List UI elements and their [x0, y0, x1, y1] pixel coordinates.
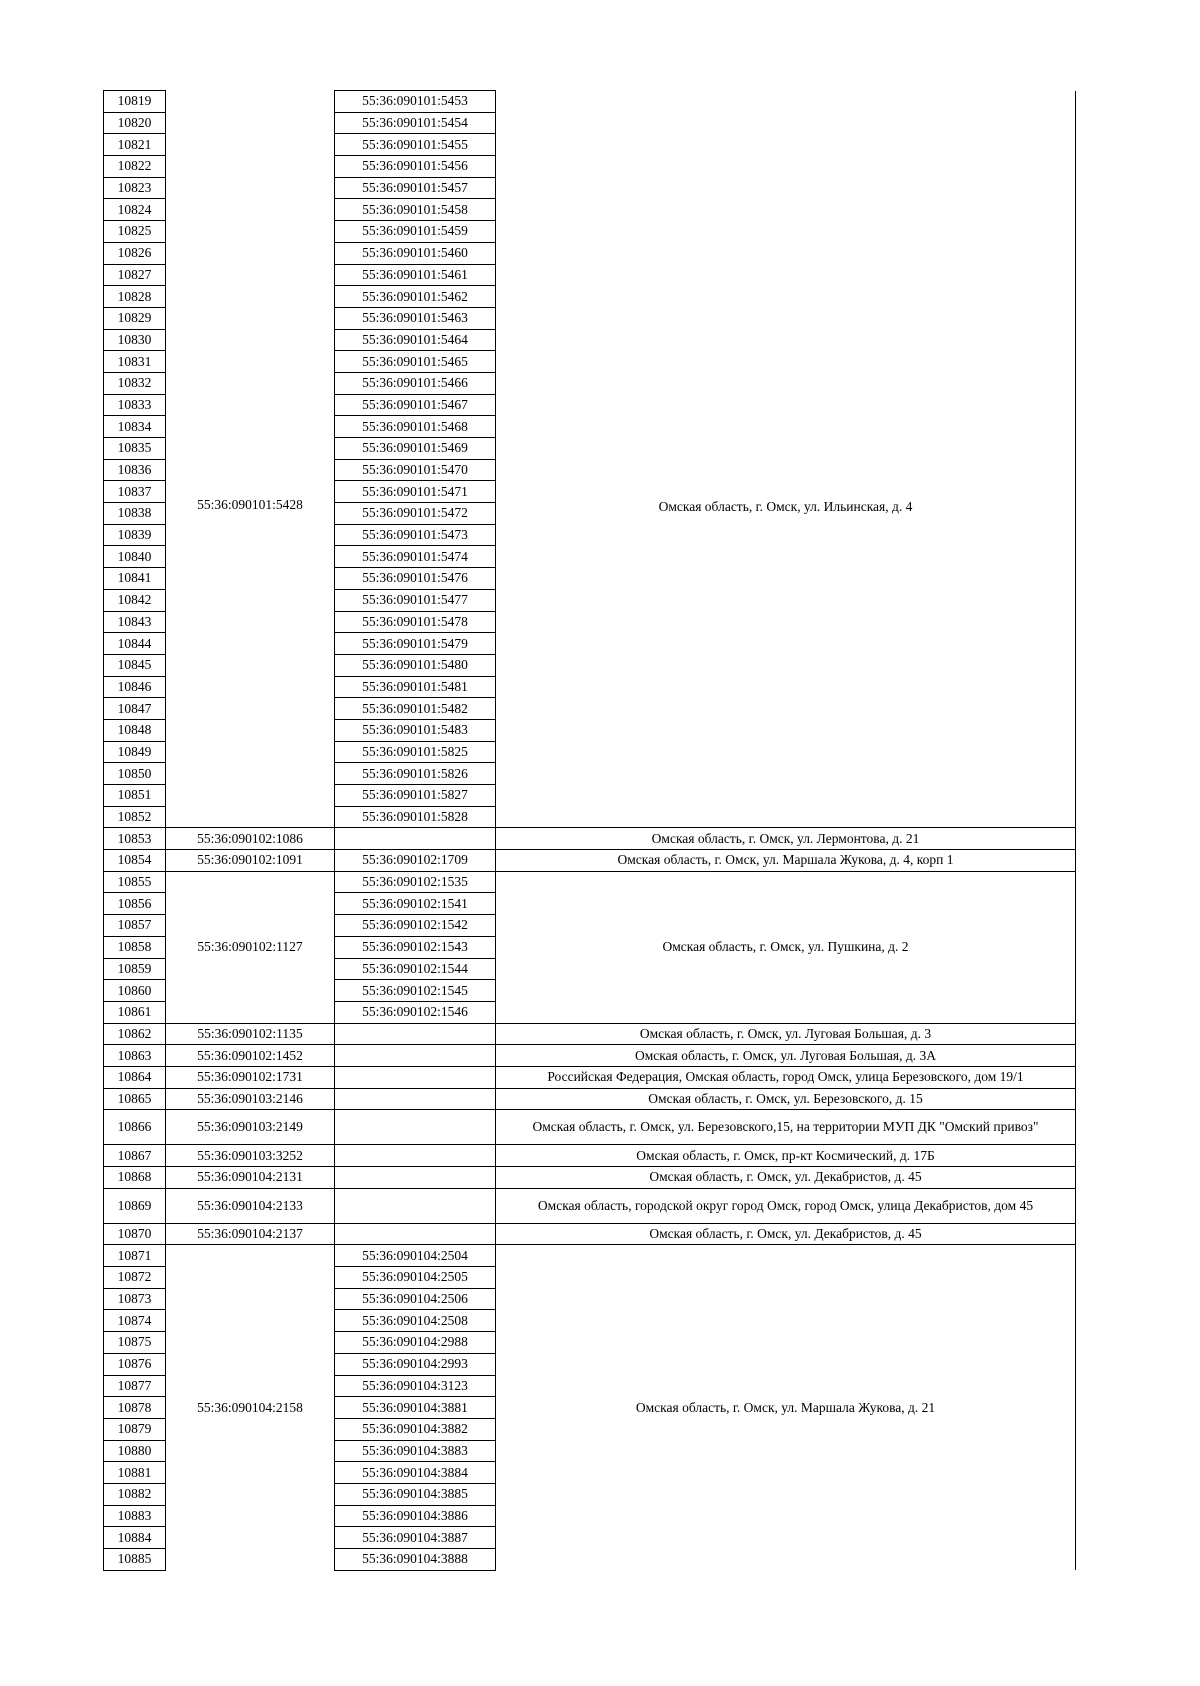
- sub-object-cadastral-cell: 55:36:090104:2504: [335, 1245, 496, 1267]
- sub-object-cadastral-cell: 55:36:090101:5465: [335, 351, 496, 373]
- sub-object-cadastral-cell: 55:36:090101:5828: [335, 806, 496, 828]
- sub-object-cadastral-cell: 55:36:090101:5826: [335, 763, 496, 785]
- sub-object-cadastral-cell: 55:36:090101:5466: [335, 372, 496, 394]
- sub-object-cadastral-cell: [335, 1167, 496, 1189]
- sub-object-cadastral-cell: 55:36:090104:3884: [335, 1462, 496, 1484]
- sub-object-cadastral-cell: 55:36:090101:5478: [335, 611, 496, 633]
- sub-object-cadastral-cell: 55:36:090102:1542: [335, 915, 496, 937]
- row-number-cell: 10844: [104, 633, 166, 655]
- sub-object-cadastral-cell: 55:36:090104:3888: [335, 1549, 496, 1571]
- sub-object-cadastral-cell: 55:36:090104:2505: [335, 1267, 496, 1289]
- row-number-cell: 10875: [104, 1332, 166, 1354]
- row-number-cell: 10877: [104, 1375, 166, 1397]
- row-number-cell: 10824: [104, 199, 166, 221]
- row-number-cell: 10872: [104, 1267, 166, 1289]
- row-number-cell: 10880: [104, 1440, 166, 1462]
- table-row: [104, 1167, 1076, 1189]
- sub-object-cadastral-cell: [335, 1145, 496, 1167]
- table-row: [104, 1188, 1076, 1223]
- row-number-cell: 10871: [104, 1245, 166, 1267]
- row-number-cell: 10859: [104, 958, 166, 980]
- sub-object-cadastral-cell: 55:36:090104:2988: [335, 1332, 496, 1354]
- sub-object-cadastral-cell: [335, 1188, 496, 1223]
- row-number-cell: 10850: [104, 763, 166, 785]
- cadastral-number-cell: 55:36:090102:1135: [166, 1023, 335, 1045]
- row-number-cell: 10831: [104, 351, 166, 373]
- row-number-cell: 10849: [104, 741, 166, 763]
- table-row: [104, 850, 1076, 872]
- sub-object-cadastral-cell: 55:36:090101:5458: [335, 199, 496, 221]
- sub-object-cadastral-cell: 55:36:090101:5481: [335, 676, 496, 698]
- row-number-cell: 10867: [104, 1145, 166, 1167]
- row-number-cell: 10828: [104, 286, 166, 308]
- address-cell: Омская область, г. Омск, ул. Пушкина, д. 2: [496, 871, 1076, 1023]
- row-number-cell: 10858: [104, 936, 166, 958]
- sub-object-cadastral-cell: 55:36:090101:5461: [335, 264, 496, 286]
- row-number-cell: 10883: [104, 1505, 166, 1527]
- table-row: [104, 1223, 1076, 1245]
- sub-object-cadastral-cell: 55:36:090101:5453: [335, 91, 496, 113]
- sub-object-cadastral-cell: 55:36:090101:5468: [335, 416, 496, 438]
- sub-object-cadastral-cell: 55:36:090101:5483: [335, 719, 496, 741]
- row-number-cell: 10833: [104, 394, 166, 416]
- row-number-cell: 10840: [104, 546, 166, 568]
- row-number-cell: 10822: [104, 156, 166, 178]
- cadastral-number-cell: 55:36:090104:2131: [166, 1167, 335, 1189]
- cadastral-number-cell: 55:36:090102:1127: [166, 871, 335, 1023]
- sub-object-cadastral-cell: 55:36:090101:5479: [335, 633, 496, 655]
- address-cell: Омская область, городской округ город Омск, город Омск, улица Декабристов, дом 45: [496, 1188, 1076, 1223]
- address-cell: Омская область, г. Омск, ул. Лермонтова, д. 21: [496, 828, 1076, 850]
- row-number-cell: 10846: [104, 676, 166, 698]
- row-number-cell: 10856: [104, 893, 166, 915]
- row-number-cell: 10834: [104, 416, 166, 438]
- address-cell: Омская область, г. Омск, ул. Березовского, д. 15: [496, 1088, 1076, 1110]
- table-row: [104, 1045, 1076, 1067]
- cadastral-number-cell: 55:36:090104:2137: [166, 1223, 335, 1245]
- row-number-cell: 10879: [104, 1418, 166, 1440]
- cadastral-number-cell: 55:36:090101:5428: [166, 91, 335, 828]
- table-row: [104, 1145, 1076, 1167]
- row-number-cell: 10819: [104, 91, 166, 113]
- row-number-cell: 10863: [104, 1045, 166, 1067]
- registry-table-container: [103, 90, 1076, 1571]
- address-cell: Омская область, г. Омск, пр-кт Космический, д. 17Б: [496, 1145, 1076, 1167]
- table-row: [104, 871, 1076, 893]
- address-cell: Омская область, г. Омск, ул. Ильинская, д. 4: [496, 91, 1076, 828]
- row-number-cell: 10881: [104, 1462, 166, 1484]
- sub-object-cadastral-cell: 55:36:090101:5457: [335, 177, 496, 199]
- sub-object-cadastral-cell: 55:36:090101:5477: [335, 589, 496, 611]
- address-cell: Омская область, г. Омск, ул. Березовского,15, на территории МУП ДК "Омский привоз": [496, 1110, 1076, 1145]
- row-number-cell: 10851: [104, 785, 166, 807]
- table-row: [104, 91, 1076, 113]
- sub-object-cadastral-cell: 55:36:090101:5471: [335, 481, 496, 503]
- registry-table: [103, 90, 1076, 1571]
- table-row: [104, 1245, 1076, 1267]
- row-number-cell: 10869: [104, 1188, 166, 1223]
- row-number-cell: 10827: [104, 264, 166, 286]
- sub-object-cadastral-cell: 55:36:090101:5476: [335, 568, 496, 590]
- table-row: [104, 1088, 1076, 1110]
- registry-table-body: [104, 91, 1076, 1571]
- sub-object-cadastral-cell: 55:36:090101:5827: [335, 785, 496, 807]
- row-number-cell: 10884: [104, 1527, 166, 1549]
- table-row: [104, 1066, 1076, 1088]
- row-number-cell: 10832: [104, 372, 166, 394]
- row-number-cell: 10876: [104, 1353, 166, 1375]
- sub-object-cadastral-cell: 55:36:090101:5459: [335, 221, 496, 243]
- sub-object-cadastral-cell: 55:36:090102:1709: [335, 850, 496, 872]
- row-number-cell: 10854: [104, 850, 166, 872]
- cadastral-number-cell: 55:36:090103:3252: [166, 1145, 335, 1167]
- row-number-cell: 10820: [104, 112, 166, 134]
- row-number-cell: 10862: [104, 1023, 166, 1045]
- sub-object-cadastral-cell: [335, 1023, 496, 1045]
- row-number-cell: 10838: [104, 503, 166, 525]
- address-cell: Омская область, г. Омск, ул. Луговая Большая, д. 3: [496, 1023, 1076, 1045]
- sub-object-cadastral-cell: [335, 1045, 496, 1067]
- sub-object-cadastral-cell: 55:36:090104:3881: [335, 1397, 496, 1419]
- sub-object-cadastral-cell: [335, 1223, 496, 1245]
- row-number-cell: 10842: [104, 589, 166, 611]
- row-number-cell: 10836: [104, 459, 166, 481]
- row-number-cell: 10861: [104, 1001, 166, 1023]
- table-row: [104, 1023, 1076, 1045]
- sub-object-cadastral-cell: 55:36:090101:5825: [335, 741, 496, 763]
- sub-object-cadastral-cell: 55:36:090101:5482: [335, 698, 496, 720]
- sub-object-cadastral-cell: 55:36:090102:1545: [335, 980, 496, 1002]
- row-number-cell: 10829: [104, 307, 166, 329]
- cadastral-number-cell: 55:36:090102:1086: [166, 828, 335, 850]
- sub-object-cadastral-cell: 55:36:090101:5463: [335, 307, 496, 329]
- sub-object-cadastral-cell: 55:36:090101:5469: [335, 438, 496, 460]
- row-number-cell: 10882: [104, 1483, 166, 1505]
- sub-object-cadastral-cell: [335, 1066, 496, 1088]
- sub-object-cadastral-cell: [335, 828, 496, 850]
- sub-object-cadastral-cell: 55:36:090104:2506: [335, 1288, 496, 1310]
- row-number-cell: 10857: [104, 915, 166, 937]
- table-row: [104, 828, 1076, 850]
- row-number-cell: 10852: [104, 806, 166, 828]
- sub-object-cadastral-cell: 55:36:090102:1541: [335, 893, 496, 915]
- cadastral-number-cell: 55:36:090102:1731: [166, 1066, 335, 1088]
- sub-object-cadastral-cell: 55:36:090101:5473: [335, 524, 496, 546]
- address-cell: Омская область, г. Омск, ул. Декабристов, д. 45: [496, 1223, 1076, 1245]
- sub-object-cadastral-cell: 55:36:090102:1546: [335, 1001, 496, 1023]
- row-number-cell: 10866: [104, 1110, 166, 1145]
- row-number-cell: 10853: [104, 828, 166, 850]
- address-cell: Российская Федерация, Омская область, город Омск, улица Березовского, дом 19/1: [496, 1066, 1076, 1088]
- row-number-cell: 10864: [104, 1066, 166, 1088]
- row-number-cell: 10821: [104, 134, 166, 156]
- sub-object-cadastral-cell: 55:36:090101:5480: [335, 654, 496, 676]
- address-cell: Омская область, г. Омск, ул. Маршала Жукова, д. 21: [496, 1245, 1076, 1570]
- row-number-cell: 10885: [104, 1549, 166, 1571]
- row-number-cell: 10873: [104, 1288, 166, 1310]
- sub-object-cadastral-cell: [335, 1110, 496, 1145]
- sub-object-cadastral-cell: 55:36:090101:5460: [335, 242, 496, 264]
- sub-object-cadastral-cell: 55:36:090104:3885: [335, 1483, 496, 1505]
- address-cell: Омская область, г. Омск, ул. Декабристов, д. 45: [496, 1167, 1076, 1189]
- row-number-cell: 10860: [104, 980, 166, 1002]
- row-number-cell: 10835: [104, 438, 166, 460]
- row-number-cell: 10839: [104, 524, 166, 546]
- row-number-cell: 10865: [104, 1088, 166, 1110]
- row-number-cell: 10830: [104, 329, 166, 351]
- row-number-cell: 10848: [104, 719, 166, 741]
- sub-object-cadastral-cell: 55:36:090102:1543: [335, 936, 496, 958]
- row-number-cell: 10870: [104, 1223, 166, 1245]
- sub-object-cadastral-cell: 55:36:090104:3123: [335, 1375, 496, 1397]
- cadastral-number-cell: 55:36:090104:2158: [166, 1245, 335, 1570]
- cadastral-number-cell: 55:36:090103:2149: [166, 1110, 335, 1145]
- row-number-cell: 10847: [104, 698, 166, 720]
- cadastral-number-cell: 55:36:090102:1091: [166, 850, 335, 872]
- sub-object-cadastral-cell: 55:36:090101:5464: [335, 329, 496, 351]
- sub-object-cadastral-cell: 55:36:090102:1544: [335, 958, 496, 980]
- address-cell: Омская область, г. Омск, ул. Луговая Большая, д. 3А: [496, 1045, 1076, 1067]
- address-cell: Омская область, г. Омск, ул. Маршала Жукова, д. 4, корп 1: [496, 850, 1076, 872]
- cadastral-number-cell: 55:36:090102:1452: [166, 1045, 335, 1067]
- sub-object-cadastral-cell: 55:36:090104:3886: [335, 1505, 496, 1527]
- sub-object-cadastral-cell: [335, 1088, 496, 1110]
- row-number-cell: 10874: [104, 1310, 166, 1332]
- row-number-cell: 10868: [104, 1167, 166, 1189]
- sub-object-cadastral-cell: 55:36:090101:5474: [335, 546, 496, 568]
- cadastral-number-cell: 55:36:090103:2146: [166, 1088, 335, 1110]
- sub-object-cadastral-cell: 55:36:090101:5462: [335, 286, 496, 308]
- sub-object-cadastral-cell: 55:36:090101:5455: [335, 134, 496, 156]
- row-number-cell: 10823: [104, 177, 166, 199]
- row-number-cell: 10837: [104, 481, 166, 503]
- sub-object-cadastral-cell: 55:36:090101:5456: [335, 156, 496, 178]
- sub-object-cadastral-cell: 55:36:090104:3883: [335, 1440, 496, 1462]
- row-number-cell: 10825: [104, 221, 166, 243]
- sub-object-cadastral-cell: 55:36:090101:5454: [335, 112, 496, 134]
- row-number-cell: 10878: [104, 1397, 166, 1419]
- sub-object-cadastral-cell: 55:36:090102:1535: [335, 871, 496, 893]
- row-number-cell: 10843: [104, 611, 166, 633]
- row-number-cell: 10841: [104, 568, 166, 590]
- sub-object-cadastral-cell: 55:36:090104:3882: [335, 1418, 496, 1440]
- sub-object-cadastral-cell: 55:36:090101:5467: [335, 394, 496, 416]
- table-row: [104, 1110, 1076, 1145]
- sub-object-cadastral-cell: 55:36:090104:3887: [335, 1527, 496, 1549]
- row-number-cell: 10855: [104, 871, 166, 893]
- sub-object-cadastral-cell: 55:36:090101:5472: [335, 503, 496, 525]
- row-number-cell: 10845: [104, 654, 166, 676]
- row-number-cell: 10826: [104, 242, 166, 264]
- sub-object-cadastral-cell: 55:36:090101:5470: [335, 459, 496, 481]
- cadastral-number-cell: 55:36:090104:2133: [166, 1188, 335, 1223]
- sub-object-cadastral-cell: 55:36:090104:2993: [335, 1353, 496, 1375]
- sub-object-cadastral-cell: 55:36:090104:2508: [335, 1310, 496, 1332]
